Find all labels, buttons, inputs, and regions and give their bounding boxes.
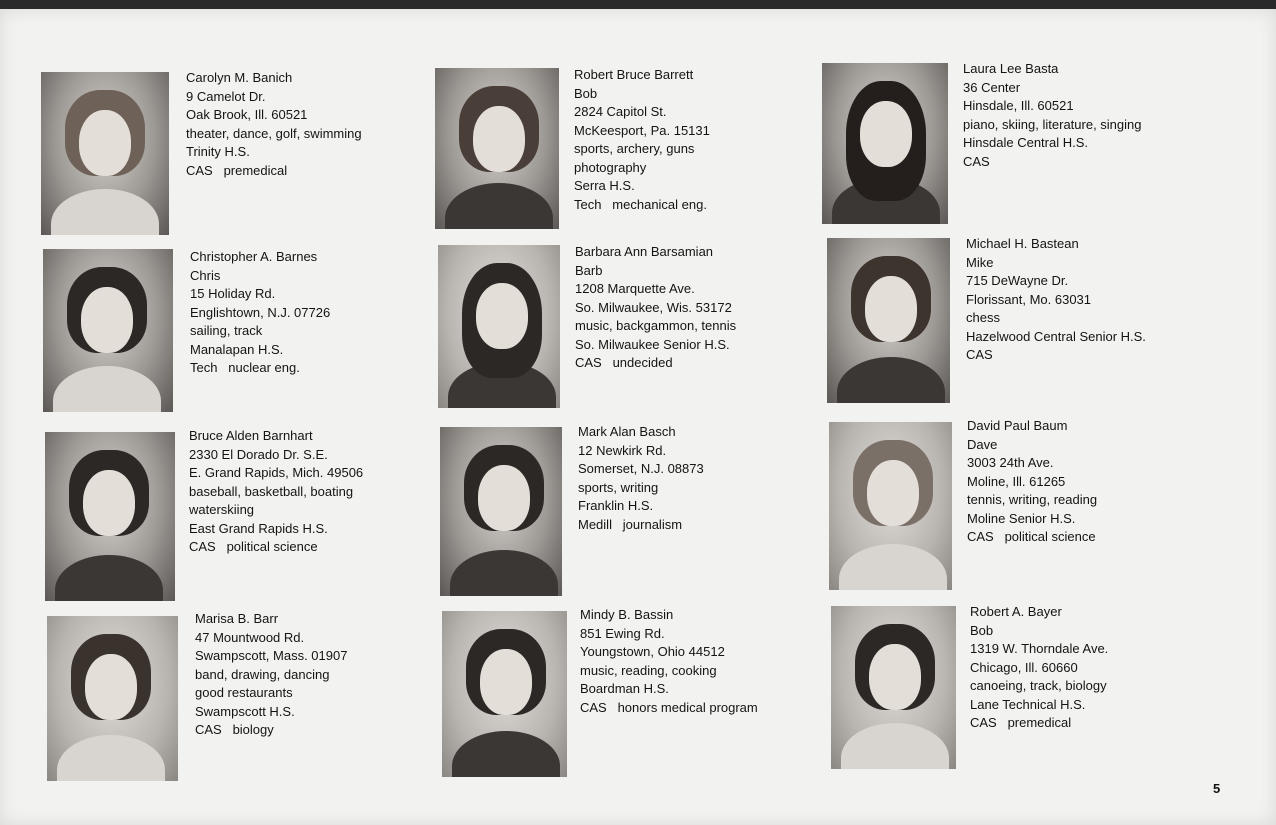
student-portrait [822,63,948,224]
interests-line: theater, dance, golf, swimming [186,125,362,141]
nickname: Chris [190,267,221,283]
city-line: Chicago, Ill. 60660 [970,659,1078,675]
student-portrait [827,238,950,403]
city-line: So. Milwaukee, Wis. 53172 [575,299,732,315]
interests-line: sailing, track [190,323,263,338]
nickname: Barb [575,262,603,278]
nickname: Bob [574,85,598,101]
nickname: Mike [966,254,994,270]
interests-line: chess [966,310,1000,325]
program-line: CAS undecided [575,355,673,370]
program-line: CAS biology [195,722,274,737]
address-line: 15 Holiday Rd. [190,286,276,301]
interests-line: photography [574,159,647,175]
student-portrait [45,432,175,601]
address-line: 1208 Marquette Ave. [575,281,695,296]
high-school: Lane Technical H.S. [970,696,1086,712]
address-line: 47 Mountwood Rd. [195,629,305,645]
program-line: CAS political science [967,529,1096,544]
address-line: 2330 El Dorado Dr. S.E. [189,446,328,462]
interests-line: music, backgammon, tennis [575,318,737,333]
address-line: 1319 W. Thorndale Ave. [970,641,1109,656]
program-line: Tech nuclear eng. [190,360,300,375]
city-line: E. Grand Rapids, Mich. 49506 [189,465,364,480]
high-school: Serra H.S. [574,178,635,193]
city-line: Swampscott, Mass. 01907 [195,648,348,663]
address-line: 851 Ewing Rd. [580,625,665,641]
student-name: David Paul Baum [967,418,1068,433]
high-school: Franklin H.S. [578,498,654,513]
student-name: Carolyn M. Banich [186,70,293,85]
student-name: Michael H. Bastean [966,236,1079,251]
student-name: Christopher A. Barnes [190,249,318,264]
interests-line: waterskiing [189,502,255,517]
program-line: Tech mechanical eng. [574,196,707,212]
address-line: 12 Newkirk Rd. [578,442,667,458]
city-line: Englishtown, N.J. 07726 [190,304,331,320]
high-school: East Grand Rapids H.S. [189,520,328,536]
interests-line: baseball, basketball, boating [189,483,354,499]
city-line: Florissant, Mo. 63031 [966,291,1092,307]
program-line: CAS [963,153,990,169]
student-name: Barbara Ann Barsamian [575,244,714,259]
city-line: Hinsdale, Ill. 60521 [963,98,1074,113]
interests-line: sports, writing [578,479,659,495]
student-name: Mark Alan Basch [578,424,676,439]
student-portrait [438,245,560,408]
student-portrait [47,616,178,781]
program-line: CAS [966,347,993,362]
address-line: 36 Center [963,79,1021,95]
student-portrait [440,427,562,596]
interests-line: canoeing, track, biology [970,678,1107,693]
program-line: CAS premedical [186,162,288,178]
program-line: CAS honors medical program [580,699,758,715]
student-name: Marisa B. Barr [195,611,279,626]
city-line: Youngstown, Ohio 44512 [580,644,725,659]
high-school: Hinsdale Central H.S. [963,135,1088,150]
student-name: Robert Bruce Barrett [574,67,694,82]
program-line: CAS premedical [970,715,1072,730]
high-school: Swampscott H.S. [195,703,295,719]
program-line: Medill journalism [578,516,683,532]
student-name: Bruce Alden Barnhart [189,428,313,443]
high-school: Hazelwood Central Senior H.S. [966,328,1146,344]
student-name: Laura Lee Basta [963,61,1059,76]
page-number: 5 [1213,781,1221,796]
nickname: Bob [970,622,994,638]
student-portrait [41,72,169,235]
city-line: Moline, Ill. 61265 [967,473,1066,489]
address-line: 3003 24th Ave. [967,455,1054,470]
address-line: 2824 Capitol St. [574,104,667,119]
interests-line: piano, skiing, literature, singing [963,116,1142,132]
student-portrait [442,611,567,777]
nickname: Dave [967,436,998,452]
interests-line: music, reading, cooking [580,662,717,678]
high-school: So. Milwaukee Senior H.S. [575,336,730,352]
student-portrait [829,422,952,590]
high-school: Manalapan H.S. [190,341,284,357]
interests-line: band, drawing, dancing [195,666,330,682]
program-line: CAS political science [189,539,318,554]
student-portrait [43,249,173,412]
city-line: McKeesport, Pa. 15131 [574,122,710,138]
interests-line: sports, archery, guns [574,141,695,156]
interests-line: good restaurants [195,685,293,700]
address-line: 715 DeWayne Dr. [966,273,1069,288]
interests-line: tennis, writing, reading [967,492,1098,507]
city-line: Somerset, N.J. 08873 [578,461,704,476]
high-school: Moline Senior H.S. [967,510,1076,526]
student-name: Mindy B. Bassin [580,607,674,622]
city-line: Oak Brook, Ill. 60521 [186,107,308,122]
high-school: Trinity H.S. [186,144,250,159]
high-school: Boardman H.S. [580,681,669,696]
student-name: Robert A. Bayer [970,604,1062,619]
student-portrait [435,68,559,229]
address-line: 9 Camelot Dr. [186,88,266,104]
student-portrait [831,606,956,769]
yearbook-page [0,9,1276,825]
